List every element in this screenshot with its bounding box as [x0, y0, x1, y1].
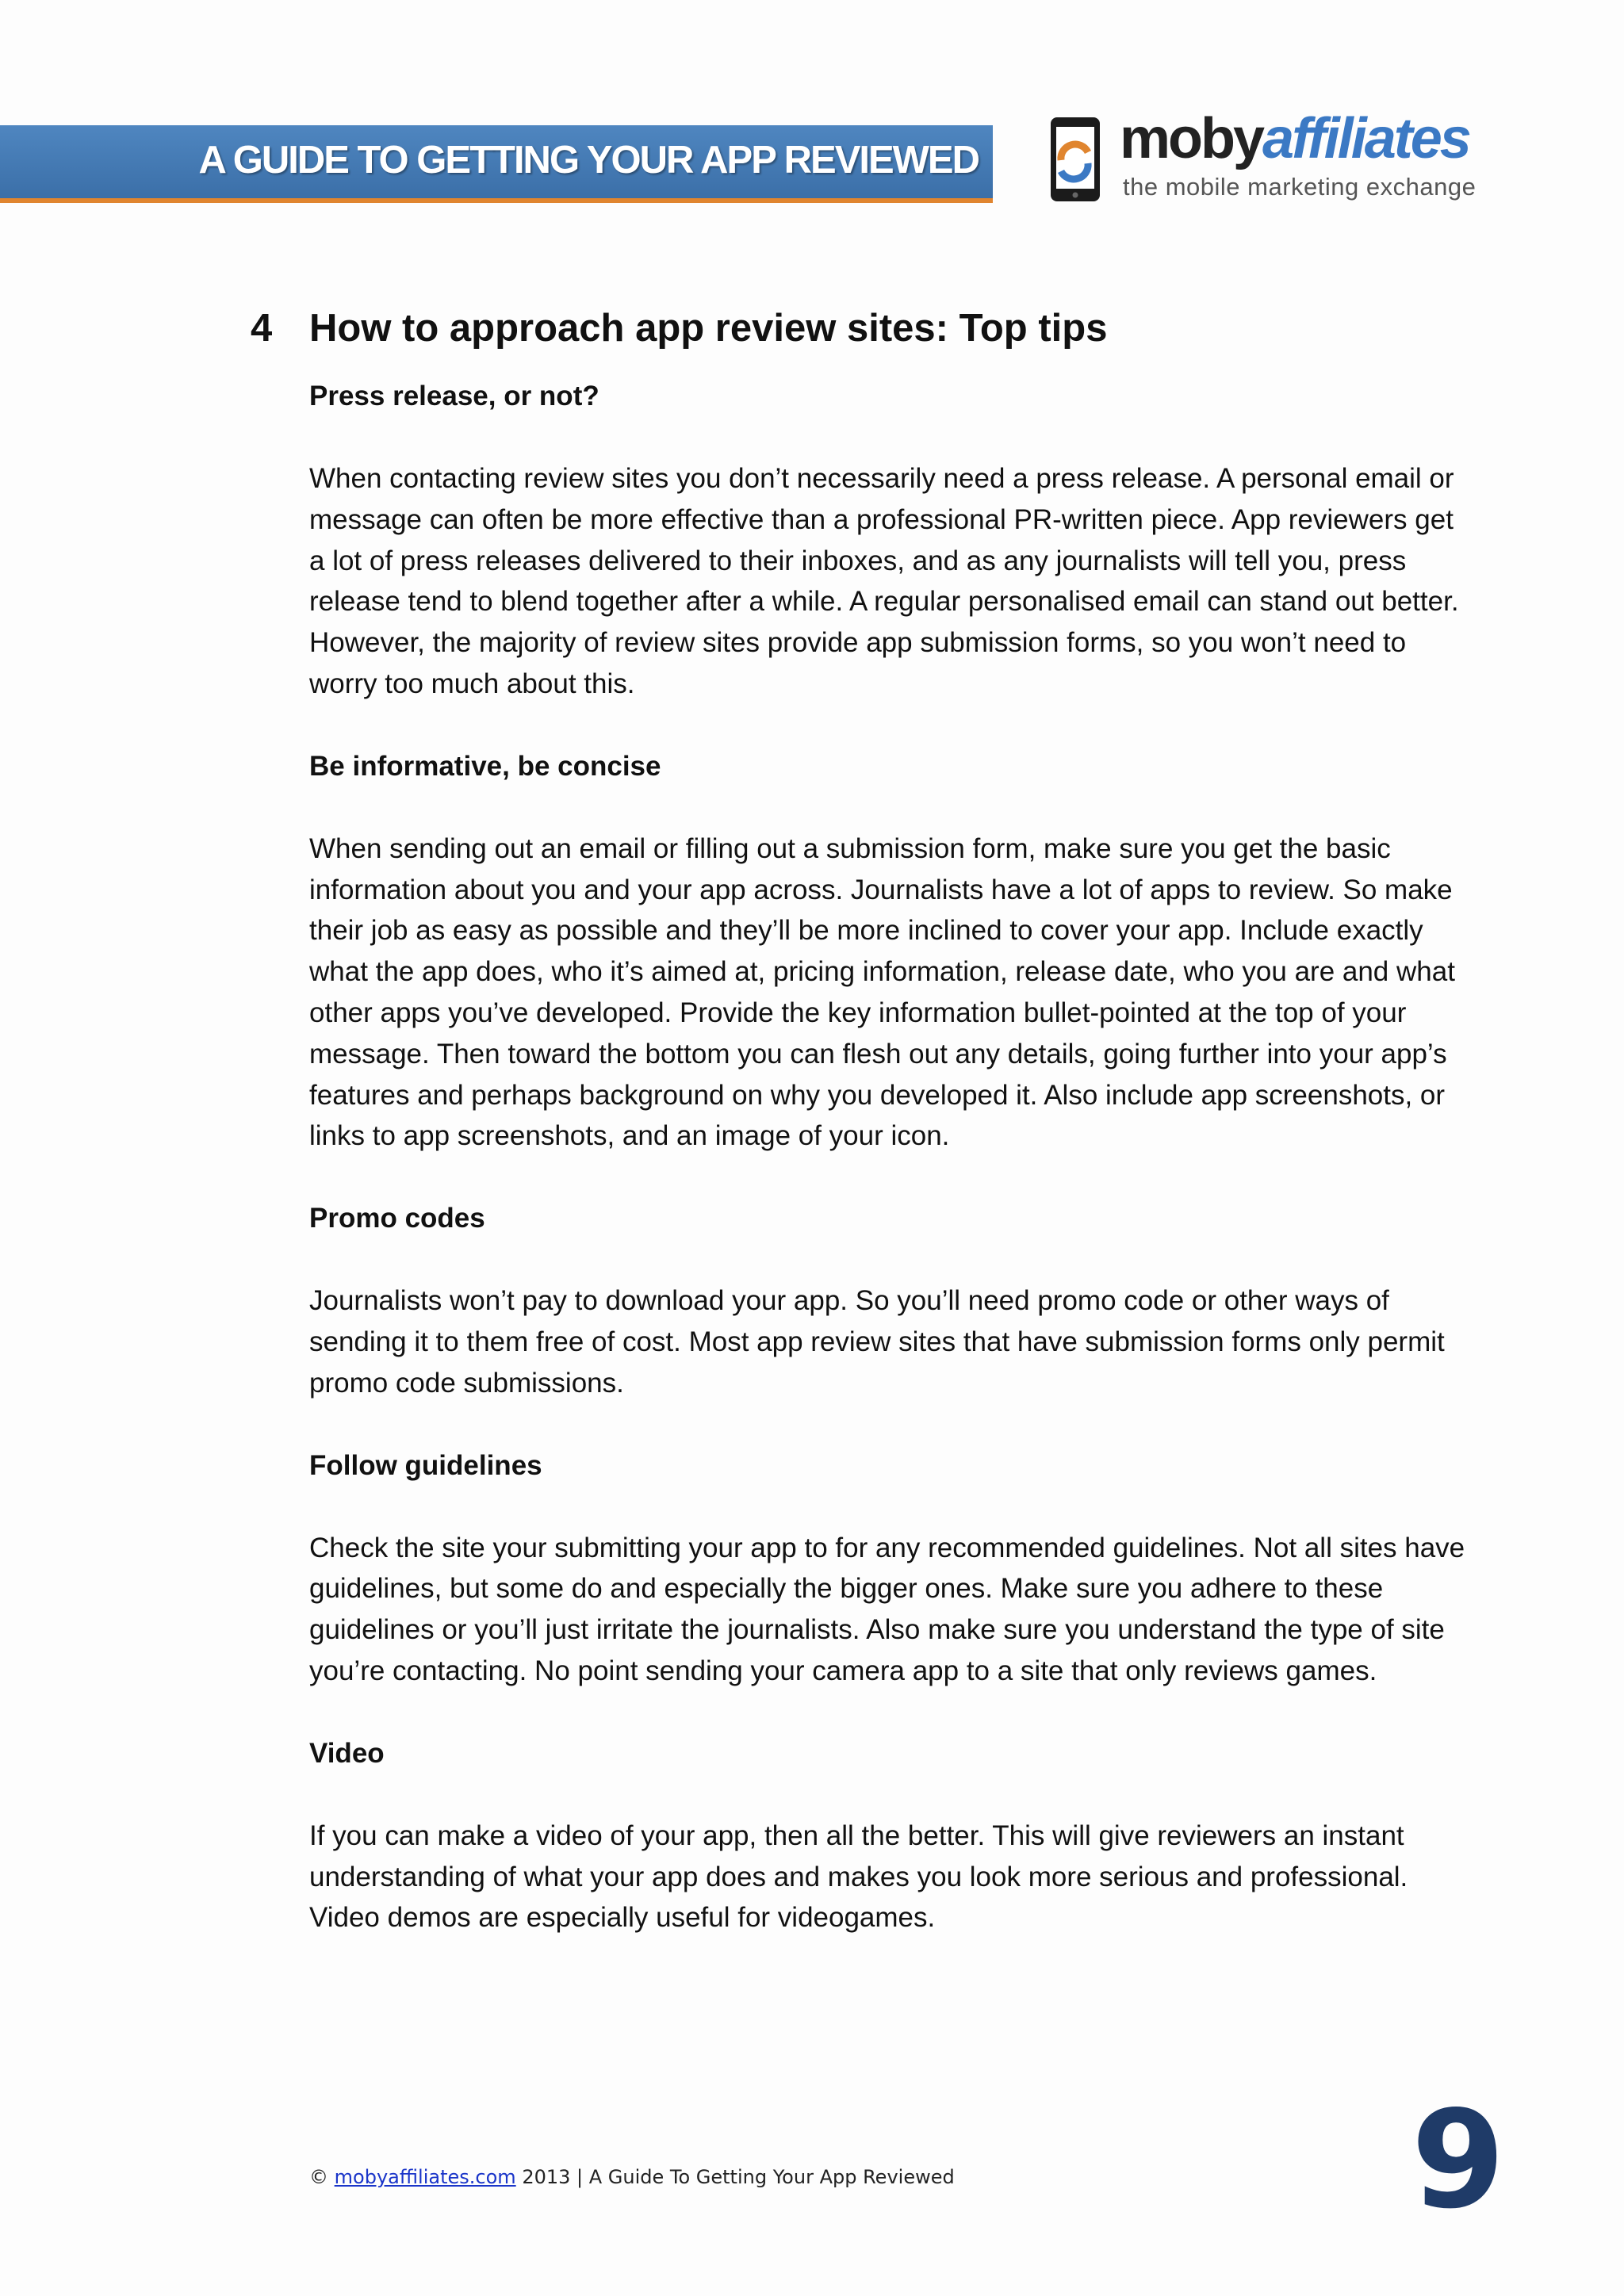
section-heading: [251, 306, 1107, 350]
logo-wordmark: [1120, 106, 1469, 171]
footer-text: 2013 | A Guide To Getting Your App Reviewed: [522, 2166, 955, 2188]
paragraph-promo-codes: Journalists won’t pay to download your app. So you’ll need promo code or other ways of sending it to them free of cost. Most app review sites that have submission forms only permit promo code submissions.: [309, 1285, 1445, 1399]
subheading-promo-codes: Promo codes: [309, 1203, 485, 1234]
page-number: 9: [1411, 2082, 1505, 2239]
paragraph-follow-guidelines: Check the site your submitting your app to for any recommended guidelines. Not all sites have guidelines, but some do and especially the bigger ones. Make sure you adhere to these guidelines or you’ll just irritate the journalists. Also make sure you understand the type of site you’re contacting. No point sending your camera app to a site that only reviews games.: [309, 1532, 1465, 1686]
header-banner: [0, 125, 993, 203]
copyright-symbol: ©: [309, 2166, 328, 2188]
section-title: How to approach app review sites: Top tips: [309, 307, 1108, 350]
block-video: [309, 1733, 1515, 1938]
paragraph-video: If you can make a video of your app, then all the better. This will give reviewers an instant understanding of what your app does and makes you look more serious and professional. Video demos are especially useful for videogames.: [309, 1820, 1408, 1934]
logo-moby-text: moby: [1120, 107, 1263, 170]
page-footer: [309, 2166, 955, 2188]
block-follow-guidelines: [309, 1445, 1515, 1692]
phone-logo-icon: [1048, 116, 1107, 205]
banner-title: A GUIDE TO GETTING YOUR APP REVIEWED: [198, 139, 979, 182]
block-promo-codes: [309, 1198, 1515, 1403]
logo-tagline: the mobile marketing exchange: [1123, 173, 1477, 201]
subheading-video: Video: [309, 1737, 385, 1769]
section-number: 4: [251, 307, 273, 350]
block-press-release: [309, 376, 1515, 705]
footer-site-link[interactable]: mobyaffiliates.com: [334, 2166, 516, 2188]
subheading-press-release: Press release, or not?: [309, 381, 599, 411]
paragraph-press-release: When contacting review sites you don’t necessarily need a press release. A personal email or message can often be more effective than a professional PR-written piece. App reviewers get a lot of press releases delivered to their inboxes, and as any journalists will tell you, press release tend to blend together after a while. A regular personalised email can stand out better. However, the majority of review sites provide app submission forms, so you won’t need to worry too much about this.: [309, 463, 1459, 699]
document-body: [309, 376, 1515, 1980]
block-be-informative: [309, 746, 1515, 1157]
paragraph-be-informative: When sending out an email or filling out a submission form, make sure you get the basic information about you and your app across. Journalists have a lot of apps to review. So make their job as easy as possible and they’ll be more inclined to cover your app. Include exactly what the app does, who it’s aimed at, pricing information, release date, who you are and what other apps you’ve developed. Provide the key information bullet-pointed at the top of your message. Then toward the bottom you can flesh out any details, going further into your app’s features and perhaps background on why you developed it. Also include app screenshots, or links to app screenshots, and an image of your icon.: [309, 832, 1455, 1152]
mobyaffiliates-logo: [1048, 107, 1524, 206]
subheading-be-informative: Be informative, be concise: [309, 750, 661, 782]
logo-affiliates-text: affiliates: [1262, 107, 1469, 170]
subheading-follow-guidelines: Follow guidelines: [309, 1449, 542, 1481]
